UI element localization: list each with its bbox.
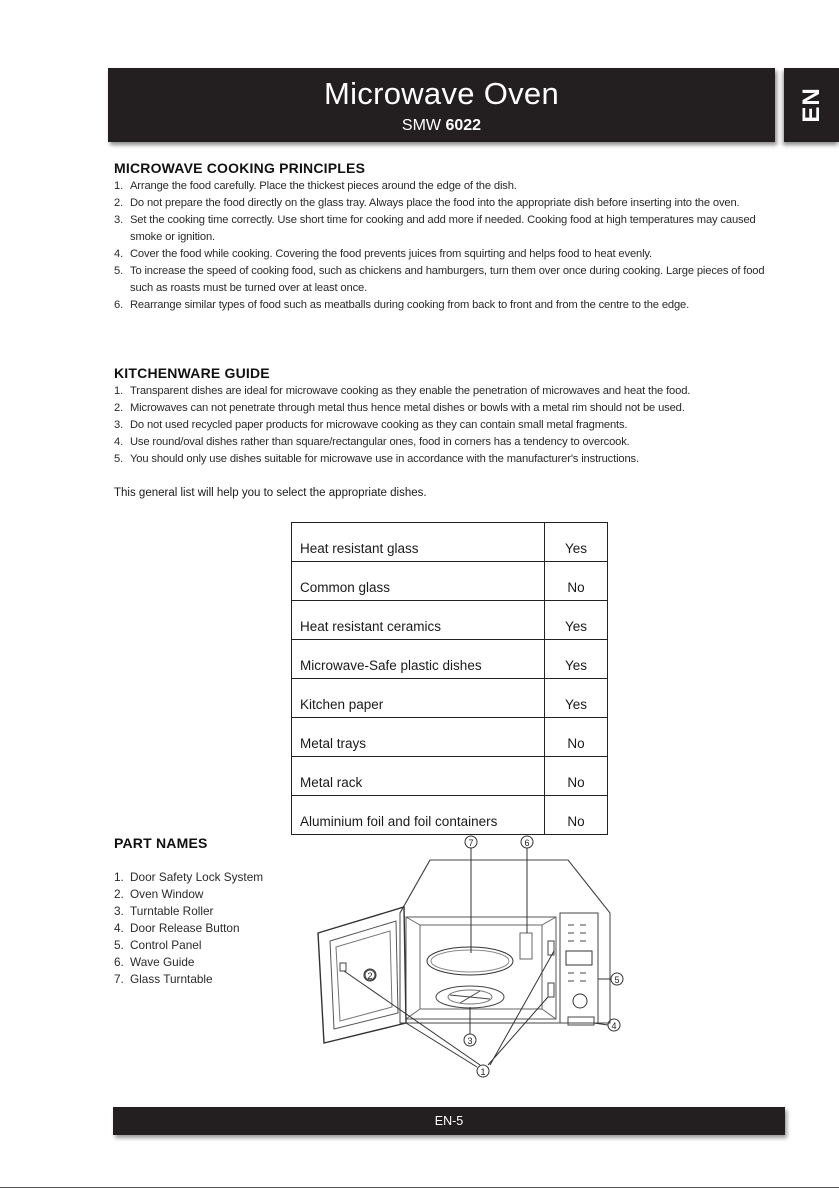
list-item-number: 6. bbox=[114, 299, 124, 311]
table-cell-answer: No bbox=[545, 718, 608, 757]
list-item bbox=[114, 195, 790, 212]
list-item-text: Do not used recycled paper products for microwave cooking as they can contain small metal fragments. bbox=[130, 419, 628, 431]
kitchenware-guide-list bbox=[114, 383, 790, 468]
callout-label: 7 bbox=[468, 838, 474, 848]
list-item-number: 2. bbox=[114, 197, 124, 209]
list-item-text: Cover the food while cooking. Covering the food prevents juices from squirting and helps food to heat evenly. bbox=[130, 248, 652, 260]
list-item bbox=[114, 246, 790, 263]
table-row bbox=[292, 562, 608, 601]
table-row bbox=[292, 796, 608, 835]
list-item-text: You should only use dishes suitable for microwave use in accordance with the manufacturer's instructions. bbox=[130, 453, 639, 465]
page-title: Microwave Oven bbox=[323, 76, 560, 111]
page-bottom-rule bbox=[0, 1187, 839, 1188]
list-item-text: Glass Turntable bbox=[130, 972, 213, 986]
header-bar bbox=[108, 68, 775, 142]
table-cell-answer: No bbox=[545, 562, 608, 601]
list-item bbox=[114, 417, 790, 434]
list-item bbox=[114, 400, 790, 417]
list-item-text: Turntable Roller bbox=[130, 904, 214, 918]
cooking-principles-list bbox=[114, 178, 790, 314]
list-item bbox=[114, 297, 790, 314]
list-item-text: Door Release Button bbox=[130, 921, 240, 935]
list-item bbox=[114, 451, 790, 468]
list-item-number: 3. bbox=[114, 904, 124, 918]
table-cell-answer: Yes bbox=[545, 523, 608, 562]
language-tab-label: EN bbox=[797, 87, 825, 123]
table-row bbox=[292, 640, 608, 679]
dishes-intro-text: This general list will help you to select the appropriate dishes. bbox=[114, 487, 427, 499]
list-item-number: 1. bbox=[114, 385, 124, 397]
model-prefix: SMW bbox=[401, 117, 442, 134]
model-digits: 6022 bbox=[445, 117, 482, 134]
kitchenware-guide-heading: KITCHENWARE GUIDE bbox=[114, 365, 270, 381]
list-item-number: 5. bbox=[114, 453, 124, 465]
part-names-list bbox=[114, 869, 263, 988]
table-cell-item: Kitchen paper bbox=[292, 679, 545, 718]
list-item-text: Use round/oval dishes rather than square/rectangular ones, food in corners has a tendency to overcook. bbox=[130, 436, 630, 448]
table-cell-item: Heat resistant ceramics bbox=[292, 601, 545, 640]
list-item-text: Microwaves can not penetrate through metal thus hence metal dishes or bowls with a metal rim should not be used. bbox=[130, 402, 685, 414]
list-item bbox=[114, 954, 263, 971]
list-item-number: 7. bbox=[114, 972, 124, 986]
list-item-text: Do not prepare the food directly on the glass tray. Always place the food into the appropriate dish before inserting into the oven. bbox=[130, 197, 740, 209]
list-item bbox=[114, 920, 263, 937]
list-item-number: 6. bbox=[114, 955, 124, 969]
table-cell-item: Metal rack bbox=[292, 757, 545, 796]
table-row bbox=[292, 718, 608, 757]
callout-label: 2 bbox=[367, 971, 373, 981]
table-row bbox=[292, 523, 608, 562]
list-item bbox=[114, 937, 263, 954]
list-item bbox=[114, 886, 263, 903]
table-cell-answer: Yes bbox=[545, 640, 608, 679]
list-item bbox=[114, 971, 263, 988]
list-item-number: 4. bbox=[114, 436, 124, 448]
callout-label: 6 bbox=[524, 838, 530, 848]
footer-bar bbox=[113, 1107, 785, 1135]
list-item-number: 1. bbox=[114, 180, 124, 192]
list-item bbox=[114, 434, 790, 451]
cooking-principles-heading: MICROWAVE COOKING PRINCIPLES bbox=[114, 160, 366, 176]
list-item-text: Oven Window bbox=[130, 887, 204, 901]
list-item-text: Transparent dishes are ideal for microwave cooking as they enable the penetration of microwaves and heat the food. bbox=[130, 385, 691, 397]
dishes-table bbox=[291, 522, 608, 835]
list-item bbox=[114, 903, 263, 920]
list-item-number: 2. bbox=[114, 402, 124, 414]
list-item-number: 5. bbox=[114, 938, 124, 952]
list-item-number: 2. bbox=[114, 887, 124, 901]
table-cell-answer: Yes bbox=[545, 601, 608, 640]
list-item-text: To increase the speed of cooking food, such as chickens and hamburgers, turn them over once during cooking. Large pieces of food such as roasts must be turned over at least once. bbox=[130, 265, 765, 294]
table-cell-answer: No bbox=[545, 757, 608, 796]
list-item bbox=[114, 212, 790, 246]
callout-label: 4 bbox=[611, 1021, 617, 1031]
table-cell-item: Heat resistant glass bbox=[292, 523, 545, 562]
list-item bbox=[114, 383, 790, 400]
list-item bbox=[114, 178, 790, 195]
list-item-number: 1. bbox=[114, 870, 124, 884]
table-cell-item: Common glass bbox=[292, 562, 545, 601]
table-row bbox=[292, 679, 608, 718]
list-item-text: Set the cooking time correctly. Use short time for cooking and add more if needed. Cooking food at high temperatures may caused smoke or ignition. bbox=[130, 214, 756, 243]
table-row bbox=[292, 601, 608, 640]
table-cell-answer: No bbox=[545, 796, 608, 835]
part-names-heading: PART NAMES bbox=[114, 835, 208, 851]
list-item bbox=[114, 263, 790, 297]
list-item-number: 3. bbox=[114, 419, 124, 431]
callout-label: 1 bbox=[480, 1067, 486, 1077]
list-item-text: Rearrange similar types of food such as meatballs during cooking from back to front and from the centre to the edge. bbox=[130, 299, 690, 311]
table-row bbox=[292, 757, 608, 796]
list-item-number: 3. bbox=[114, 214, 124, 226]
table-cell-item: Metal trays bbox=[292, 718, 545, 757]
list-item-text: Door Safety Lock System bbox=[130, 870, 264, 884]
callout-label: 5 bbox=[614, 975, 620, 985]
list-item-number: 4. bbox=[114, 248, 124, 260]
table-cell-item: Microwave-Safe plastic dishes bbox=[292, 640, 545, 679]
table-cell-answer: Yes bbox=[545, 679, 608, 718]
list-item-text: Arrange the food carefully. Place the thickest pieces around the edge of the dish. bbox=[130, 180, 517, 192]
list-item-text: Wave Guide bbox=[130, 955, 195, 969]
callout-label: 3 bbox=[467, 1036, 473, 1046]
table-cell-item: Aluminium foil and foil containers bbox=[292, 796, 545, 835]
list-item bbox=[114, 869, 263, 886]
list-item-number: 5. bbox=[114, 265, 124, 277]
model-number bbox=[108, 116, 775, 136]
microwave-diagram bbox=[310, 833, 630, 1083]
page-number: EN-5 bbox=[434, 1114, 464, 1128]
language-tab bbox=[784, 68, 839, 142]
list-item-number: 4. bbox=[114, 921, 124, 935]
list-item-text: Control Panel bbox=[130, 938, 202, 952]
